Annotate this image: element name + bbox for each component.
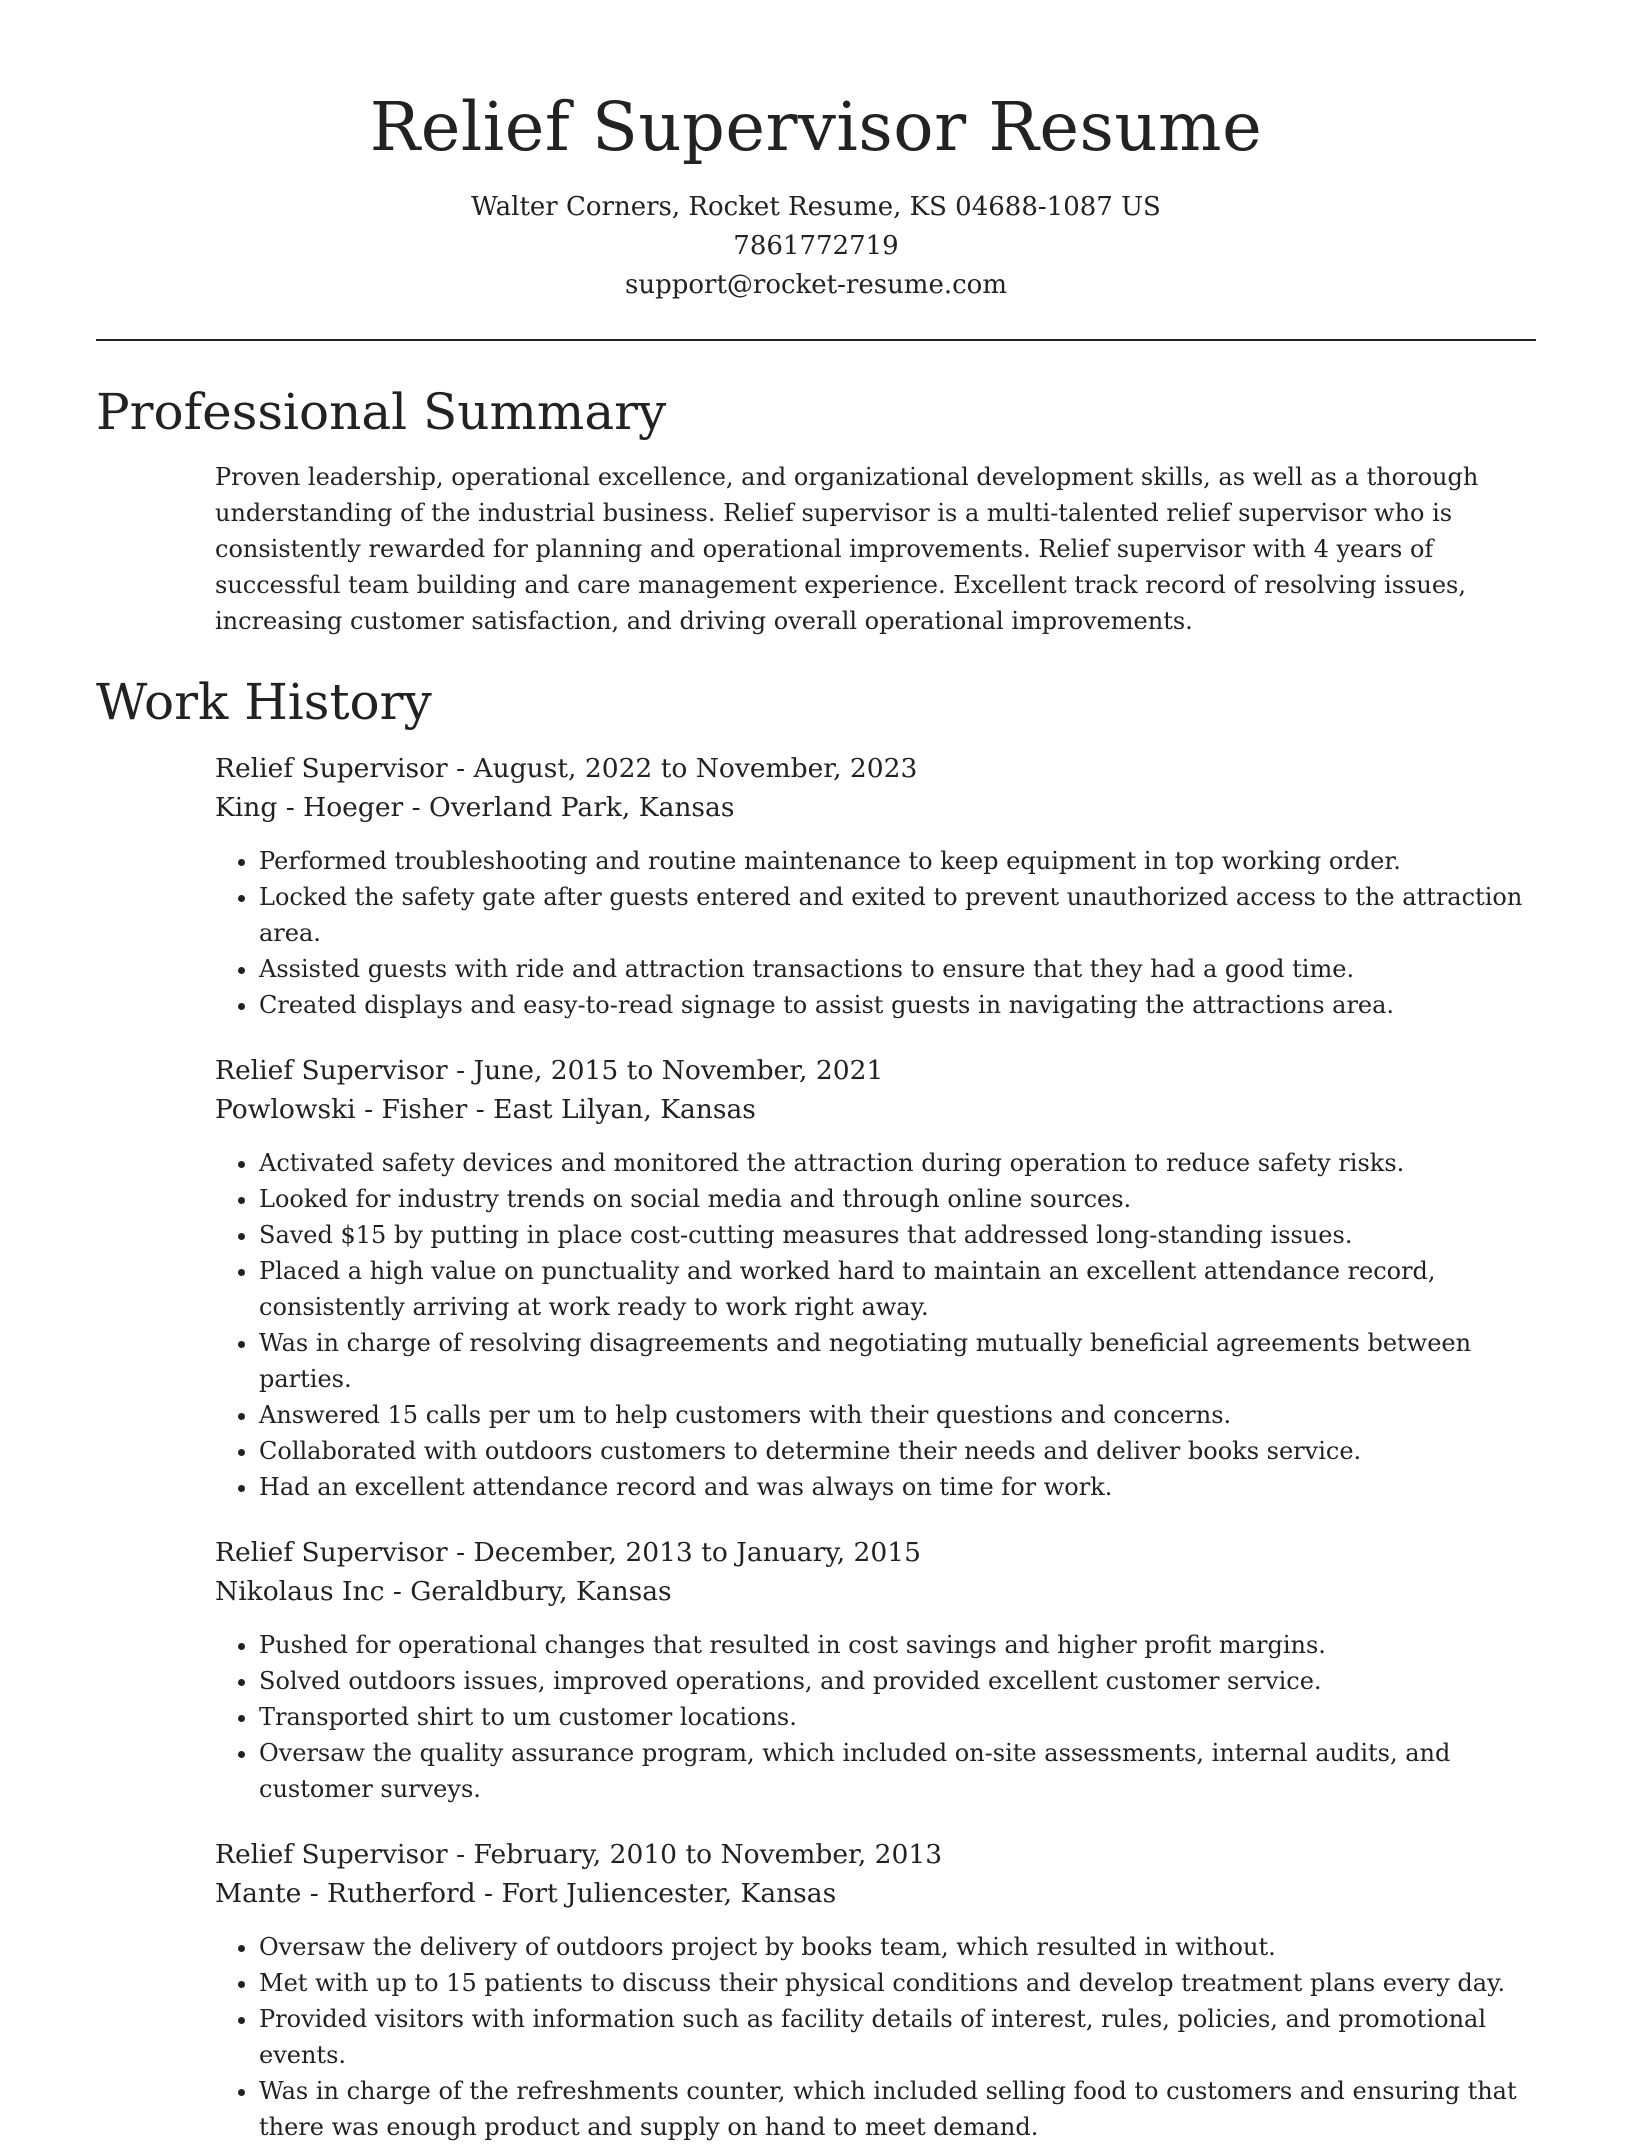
professional-summary-section bbox=[0, 379, 1632, 639]
job-company-line: Mante - Rutherford - Fort Juliencester, Kansas bbox=[215, 1878, 837, 1909]
job-title-line: Relief Supervisor - December, 2013 to January, 2015 bbox=[215, 1537, 922, 1568]
job-entry bbox=[215, 1533, 1536, 1807]
job-company: King - Hoeger bbox=[215, 792, 404, 823]
job-bullet: • Looked for industry trends on social media and through online sources. bbox=[259, 1181, 1536, 1217]
job-company-line: King - Hoeger - Overland Park, Kansas bbox=[215, 792, 735, 823]
job-bullet: • Solved outdoors issues, improved operations, and provided excellent customer service. bbox=[259, 1663, 1536, 1699]
job-bullet: • Activated safety devices and monitored the attraction during operation to reduce safety risks. bbox=[259, 1145, 1536, 1181]
job-bullet: • Transported shirt to um customer locations. bbox=[259, 1699, 1536, 1735]
job-company: Powlowski - Fisher bbox=[215, 1094, 468, 1125]
job-bullet: • Collaborated with outdoors customers to determine their needs and deliver books service. bbox=[259, 1433, 1536, 1469]
resume-header bbox=[0, 0, 1632, 305]
job-bullet: • Was in charge of resolving disagreements and negotiating mutually beneficial agreements between parties. bbox=[259, 1325, 1536, 1397]
header-divider bbox=[96, 339, 1536, 341]
job-location: East Lilyan, Kansas bbox=[493, 1094, 756, 1125]
job-company: Mante - Rutherford bbox=[215, 1878, 476, 1909]
job-dates: December, 2013 to January, 2015 bbox=[473, 1537, 922, 1568]
job-location: Geraldbury, Kansas bbox=[410, 1576, 672, 1607]
job-company-line: Nikolaus Inc - Geraldbury, Kansas bbox=[215, 1576, 672, 1607]
job-title-line: Relief Supervisor - June, 2015 to November, 2021 bbox=[215, 1055, 884, 1086]
work-history-heading: Work History bbox=[96, 673, 432, 731]
job-location: Fort Juliencester, Kansas bbox=[501, 1878, 837, 1909]
job-dates: August, 2022 to November, 2023 bbox=[473, 753, 918, 784]
job-bullet: • Assisted guests with ride and attraction transactions to ensure that they had a good time. bbox=[259, 951, 1536, 987]
resume-title: Relief Supervisor Resume bbox=[369, 88, 1263, 166]
job-company: Nikolaus Inc bbox=[215, 1576, 385, 1607]
job-title: Relief Supervisor bbox=[215, 1055, 448, 1086]
job-entry bbox=[215, 749, 1536, 1023]
job-bullet: • Pushed for operational changes that resulted in cost savings and higher profit margins. bbox=[259, 1627, 1536, 1663]
job-entry bbox=[215, 1835, 1536, 2145]
job-bullet: • Locked the safety gate after guests entered and exited to prevent unauthorized access to the attraction area. bbox=[259, 879, 1536, 951]
job-bullet: • Met with up to 15 patients to discuss their physical conditions and develop treatment plans every day. bbox=[259, 1965, 1536, 2001]
job-bullet: • Placed a high value on punctuality and worked hard to maintain an excellent attendance record, consistently arriving at work ready to work right away. bbox=[259, 1253, 1536, 1325]
job-entry bbox=[215, 1051, 1536, 1505]
job-bullet: • Saved $15 by putting in place cost-cutting measures that addressed long-standing issues. bbox=[259, 1217, 1536, 1253]
job-bullet: • Provided visitors with information such as facility details of interest, rules, policies, and promotional events. bbox=[259, 2001, 1536, 2073]
job-dates: June, 2015 to November, 2021 bbox=[473, 1055, 884, 1086]
job-bullet: • Answered 15 calls per um to help customers with their questions and concerns. bbox=[259, 1397, 1536, 1433]
job-bullet: • Had an excellent attendance record and was always on time for work. bbox=[259, 1469, 1536, 1505]
job-dates: February, 2010 to November, 2013 bbox=[473, 1839, 943, 1870]
job-title: Relief Supervisor bbox=[215, 753, 448, 784]
job-bullet-list bbox=[215, 843, 1536, 1023]
job-title: Relief Supervisor bbox=[215, 1537, 448, 1568]
job-bullet-list bbox=[215, 1627, 1536, 1807]
contact-email: support@rocket-resume.com bbox=[624, 270, 1007, 300]
job-title-line: Relief Supervisor - August, 2022 to November, 2023 bbox=[215, 753, 918, 784]
job-bullet: • Was in charge of the refreshments counter, which included selling food to customers and ensuring that there was enough product and supply on hand to meet demand. bbox=[259, 2073, 1536, 2145]
contact-phone: 7861772719 bbox=[733, 231, 899, 261]
work-history-section bbox=[0, 669, 1632, 2145]
summary-text: Proven leadership, operational excellence, and organizational development skills, as well as a thorough understanding of the industrial business. Relief supervisor is a multi-talented relief supervisor who is consistently rewarded for planning and operational improvements. Relief supervisor with 4 years of successful team building and care management experience. Excellent track record of resolving issues, increasing customer satisfaction, and driving overall operational improvements. bbox=[215, 463, 1479, 635]
job-bullet: • Created displays and easy-to-read signage to assist guests in navigating the attractions area. bbox=[259, 987, 1536, 1023]
job-title-line: Relief Supervisor - February, 2010 to November, 2013 bbox=[215, 1839, 943, 1870]
job-company-line: Powlowski - Fisher - East Lilyan, Kansas bbox=[215, 1094, 756, 1125]
job-bullet-list bbox=[215, 1929, 1536, 2145]
summary-heading: Professional Summary bbox=[96, 383, 667, 441]
job-bullet: • Performed troubleshooting and routine maintenance to keep equipment in top working order. bbox=[259, 843, 1536, 879]
job-title: Relief Supervisor bbox=[215, 1839, 448, 1870]
contact-address: Walter Corners, Rocket Resume, KS 04688-1087 US bbox=[471, 192, 1161, 222]
job-location: Overland Park, Kansas bbox=[428, 792, 735, 823]
job-bullet: • Oversaw the quality assurance program, which included on-site assessments, internal audits, and customer surveys. bbox=[259, 1735, 1536, 1807]
job-bullet-list bbox=[215, 1145, 1536, 1505]
job-bullet: • Oversaw the delivery of outdoors project by books team, which resulted in without. bbox=[259, 1929, 1536, 1965]
